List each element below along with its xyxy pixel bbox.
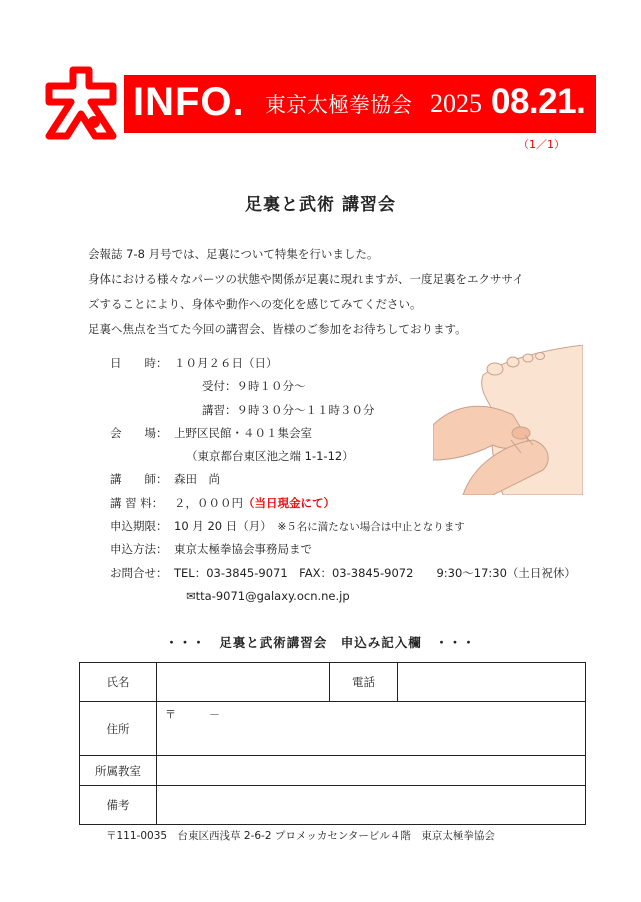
name-label: 氏名 (80, 663, 157, 702)
intro-line: 会報誌 7-8 月号では、足裏について特集を行いました。 (88, 247, 379, 261)
name-field[interactable] (157, 663, 330, 702)
venue-label: 会 場： (110, 425, 168, 440)
lecture-time: 講習：９時３０分～１１時３０分 (202, 402, 375, 417)
page-title: 足裏と武術 講習会 (245, 195, 396, 215)
header-banner (124, 75, 596, 133)
info-label: INFO. (133, 80, 245, 124)
deadline-note: ※５名に満たない場合は中止となります (277, 521, 465, 534)
notes-label: 備考 (80, 786, 157, 825)
issue-year: 2025 (430, 89, 482, 118)
foot-massage-illustration (433, 345, 583, 495)
venue-value: 上野区民館・４０１集会室 (174, 425, 312, 440)
intro-line: 身体における様々なパーツの状態や関係が足裏に現れますが、一度足裏をエクササイ (88, 272, 524, 286)
fee-label: 講 習 料： (110, 495, 164, 510)
notes-field[interactable] (157, 786, 586, 825)
email-address[interactable]: ✉tta-9071@galaxy.ocn.ne.jp (186, 588, 350, 603)
address-field[interactable] (157, 702, 586, 756)
phone-field[interactable] (398, 663, 586, 702)
method-label: 申込方法： (110, 542, 168, 557)
class-field[interactable] (157, 756, 586, 786)
date-value: １０月２６日（日） (174, 356, 278, 370)
phone-label: 電話 (330, 663, 398, 702)
reception-time: 受付：９時１０分～ (202, 379, 306, 394)
instructor-value: 森田 尚 (174, 472, 220, 487)
intro-line: 足裏へ焦点を当てた今回の講習会、皆様のご参加をお待ちしております。 (88, 322, 467, 336)
deadline-label: 申込期限： (110, 519, 168, 534)
fee-value: ２，０００円 (174, 495, 243, 510)
postal-mark: 〒 － (165, 708, 220, 721)
instructor-label: 講 師： (110, 472, 168, 487)
tel-number: TEL：03-3845-9071 (174, 565, 288, 580)
venue-address: （東京都台東区池之端 1-1-12） (186, 449, 354, 464)
intro-text (88, 242, 588, 342)
footer-address: 〒111-0035 台東区西浅草 2-6-2 プロメッカセンタービル４階 東京太極拳協会 (106, 830, 495, 842)
application-form (79, 662, 586, 825)
contact-label: お問合せ： (110, 565, 168, 580)
date-label: 日 時： (110, 356, 168, 370)
deadline-value: 10 月 20 日（月） (174, 519, 266, 534)
tai-logo-icon (38, 62, 124, 148)
address-label: 住所 (80, 702, 157, 756)
fee-note: （当日現金にて） (243, 495, 335, 510)
office-hours: 9:30～17:30（土日祝休） (436, 565, 576, 580)
page-indicator: （1／1） (518, 138, 565, 151)
method-value: 東京太極拳協会事務局まで (174, 542, 312, 557)
class-label: 所属教室 (80, 756, 157, 786)
form-title: ・・・ 足裏と武術講習会 申込み記入欄 ・・・ (165, 635, 476, 650)
intro-line: ズすることにより、身体や動作への変化を感じてみてください。 (88, 297, 422, 311)
fax-number: FAX：03-3845-9072 (299, 565, 414, 580)
org-name: 東京太極拳協会 (265, 93, 412, 117)
issue-date: 08.21. (491, 82, 586, 121)
